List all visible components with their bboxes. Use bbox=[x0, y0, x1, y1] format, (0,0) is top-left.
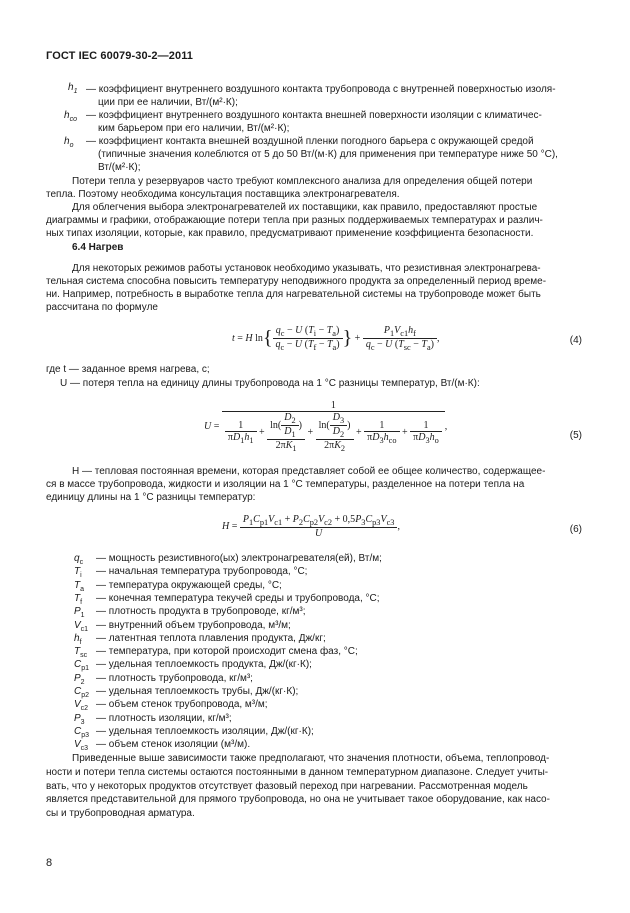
paragraph-line: ся в массе трубопровода, жидкости и изоляции на 1 °С температуры, разделенное на потери тепла на bbox=[46, 479, 525, 490]
def-text: — начальная температура трубопровода, °С; bbox=[96, 566, 308, 578]
paragraph-line: ных типах изоляции, которые, как правило, предусматривают применение коэффициента безопасности. bbox=[46, 228, 534, 239]
def-text: Вт/(м²·К); bbox=[98, 162, 141, 173]
def-symbol: $T_{sc}$ bbox=[74, 646, 88, 660]
def-text: — латентная теплота плавления продукта, Дж/кг; bbox=[96, 632, 326, 644]
def-symbol-hco: $h_{co}$ bbox=[64, 110, 77, 123]
def-text: — плотность продукта в трубопроводе, кг/м³; bbox=[96, 606, 306, 618]
def-symbol: $C_{p2}$ bbox=[74, 686, 90, 699]
page-number: 8 bbox=[46, 857, 53, 869]
paragraph-line: ности и потери тепла системы остаются постоянными в данном температурном диапазоне. Следует учиты- bbox=[46, 767, 549, 778]
def-symbol: $P_3$ bbox=[74, 712, 85, 726]
def-symbol-h1: $h_1$ bbox=[68, 82, 78, 95]
def-symbol: $q_c$ bbox=[74, 553, 84, 566]
paragraph-line: является представительной для прямого трубопровода, но она не учитывает такое оборудование, как насо- bbox=[46, 794, 550, 805]
def-text: (типичные значения колеблются от 5 до 50 Вт/(м·К) для применения при температуре ниже 50 °С), bbox=[98, 149, 558, 160]
equation-number: (6) bbox=[569, 524, 582, 535]
def-text: — плотность изоляции, кг/м³; bbox=[96, 712, 232, 724]
paragraph-line: Приведенные выше зависимости также предполагают, что значения плотности, объема, теплопровод- bbox=[72, 753, 550, 764]
def-symbol: $V_{c3}$ bbox=[74, 739, 89, 753]
formula-4: t = H ln{ $\frac{q_c - U (T_i - T_a)}{q_c - U (T_f - T_a)}$ } + $\frac{P_1V_{c1}h_f}{q_c - U (T_{sc} - T_a)}$ , bbox=[232, 325, 440, 352]
def-text: — объем стенок трубопровода, м³/м; bbox=[96, 699, 268, 711]
section-title: 6.4 Нагрев bbox=[72, 242, 124, 253]
paragraph-line: Для некоторых режимов работы установок необходимо указывать, что резистивная электронагрева- bbox=[72, 263, 541, 274]
def-symbol: $C_{p3}$ bbox=[74, 725, 90, 739]
def-symbol-ho: $h_o$ bbox=[64, 136, 74, 149]
paragraph-line: H — тепловая постоянная времени, которая представляет собой ее общее количество, содержащее- bbox=[72, 466, 546, 477]
def-symbol: $T_i$ bbox=[74, 566, 82, 580]
def-text: — удельная теплоемкость продукта, Дж/(кг·К); bbox=[96, 659, 312, 671]
def-text: — объем стенок изоляции (м³/м). bbox=[96, 739, 251, 751]
paragraph-line: вать, что у некоторых продуктов отсутствует фазовый переход при нагревании. Рассмотренная модель bbox=[46, 781, 528, 792]
def-symbol: $V_{c2}$ bbox=[74, 699, 89, 713]
paragraph-line: рассчитана по формуле bbox=[46, 302, 158, 313]
def-text: — плотность трубопровода, кг/м³; bbox=[96, 672, 253, 684]
def-text: — коэффициент внутреннего воздушного контакта внешней поверхности изоляции с климатичес- bbox=[86, 110, 542, 121]
def-text: — коэффициент контакта внешней воздушной пленки погодного барьера с окружающей средой bbox=[86, 136, 534, 147]
where-line: где t — заданное время нагрева, с; bbox=[46, 364, 210, 375]
def-text: — удельная теплоемкость трубы, Дж/(кг·К); bbox=[96, 686, 299, 697]
def-symbol: $T_f$ bbox=[74, 592, 83, 606]
paragraph-line: Для облегчения выбора электронагревателей их поставщики, как правило, предоставляют простые bbox=[72, 202, 538, 213]
paragraph-line: единицу длины на 1 °С разницы температур: bbox=[46, 492, 256, 503]
where-line: U — потеря тепла на единицу длины трубопровода на 1 °С разницы температур, Вт/(м·К): bbox=[60, 378, 480, 389]
paragraph-line: ни. Например, потребность в выработке тепла для нагревательной системы на трубопроводе может быть bbox=[46, 289, 541, 300]
equation-number: (4) bbox=[569, 335, 582, 346]
def-text: ции при ее наличии, Вт/(м²·К); bbox=[98, 97, 238, 108]
def-symbol: $P_1$ bbox=[74, 606, 85, 620]
equation-number: (5) bbox=[569, 430, 582, 441]
def-text: — внутренний объем трубопровода, м³/м; bbox=[96, 619, 291, 631]
formula-5: U = 1 $\frac{1}{\pi D_1h_1}$ + ln( $\frac{D_2}{D_1}$ ) $2\pi K_1$ + ln( $\frac{D_3}{D_2}$ ) $2\pi K_2$ + $\frac{1}{\pi D_3h_{co}}$ + $\frac{1}{\pi D_3h_o}$ , bbox=[204, 400, 448, 453]
def-text: — мощность резистивного(ых) электронагревателя(ей), Вт/м; bbox=[96, 553, 382, 564]
paragraph-line: сы и трубопроводная арматура. bbox=[46, 808, 195, 819]
def-symbol: $V_{c1}$ bbox=[74, 619, 89, 633]
def-text: — конечная температура текучей среды и трубопровода, °С; bbox=[96, 592, 380, 604]
formula-6: H = $\frac{P_1C_{p1}V_{c1} + P_2C_{p2}V_{c2} + 0,5P_3C_{p3}V_{c3}}{U}$ , bbox=[222, 514, 400, 539]
def-text: — удельная теплоемкость изоляции, Дж/(кг·К); bbox=[96, 725, 314, 737]
def-symbol: $h_f$ bbox=[74, 632, 82, 646]
paragraph-line: Потери тепла у резервуаров часто требуют комплексного анализа для определения общей потери bbox=[72, 176, 533, 187]
def-symbol: $C_{p1}$ bbox=[74, 659, 90, 673]
paragraph-line: тепла. Поэтому необходима консультация поставщика электронагревателя. bbox=[46, 189, 400, 200]
def-text: ким барьером при его наличии, Вт/(м²·К); bbox=[98, 123, 290, 134]
paragraph-line: тельная система способна повысить температуру неподвижного продукта за определенный период време- bbox=[46, 276, 547, 287]
def-text: — температура, при которой происходит смена фаз, °С; bbox=[96, 646, 358, 658]
paragraph-line: диаграммы и графики, отображающие потери тепла при разных поддерживаемых температурах и различ- bbox=[46, 215, 543, 226]
def-symbol: $P_2$ bbox=[74, 672, 85, 686]
document-header: ГОСТ IEC 60079-30-2—2011 bbox=[46, 50, 194, 62]
def-text: — температура окружающей среды, °С; bbox=[96, 579, 282, 591]
def-text: — коэффициент внутреннего воздушного контакта трубопровода с внутренней поверхностью изоля- bbox=[86, 84, 556, 95]
def-symbol: $T_a$ bbox=[74, 579, 85, 593]
